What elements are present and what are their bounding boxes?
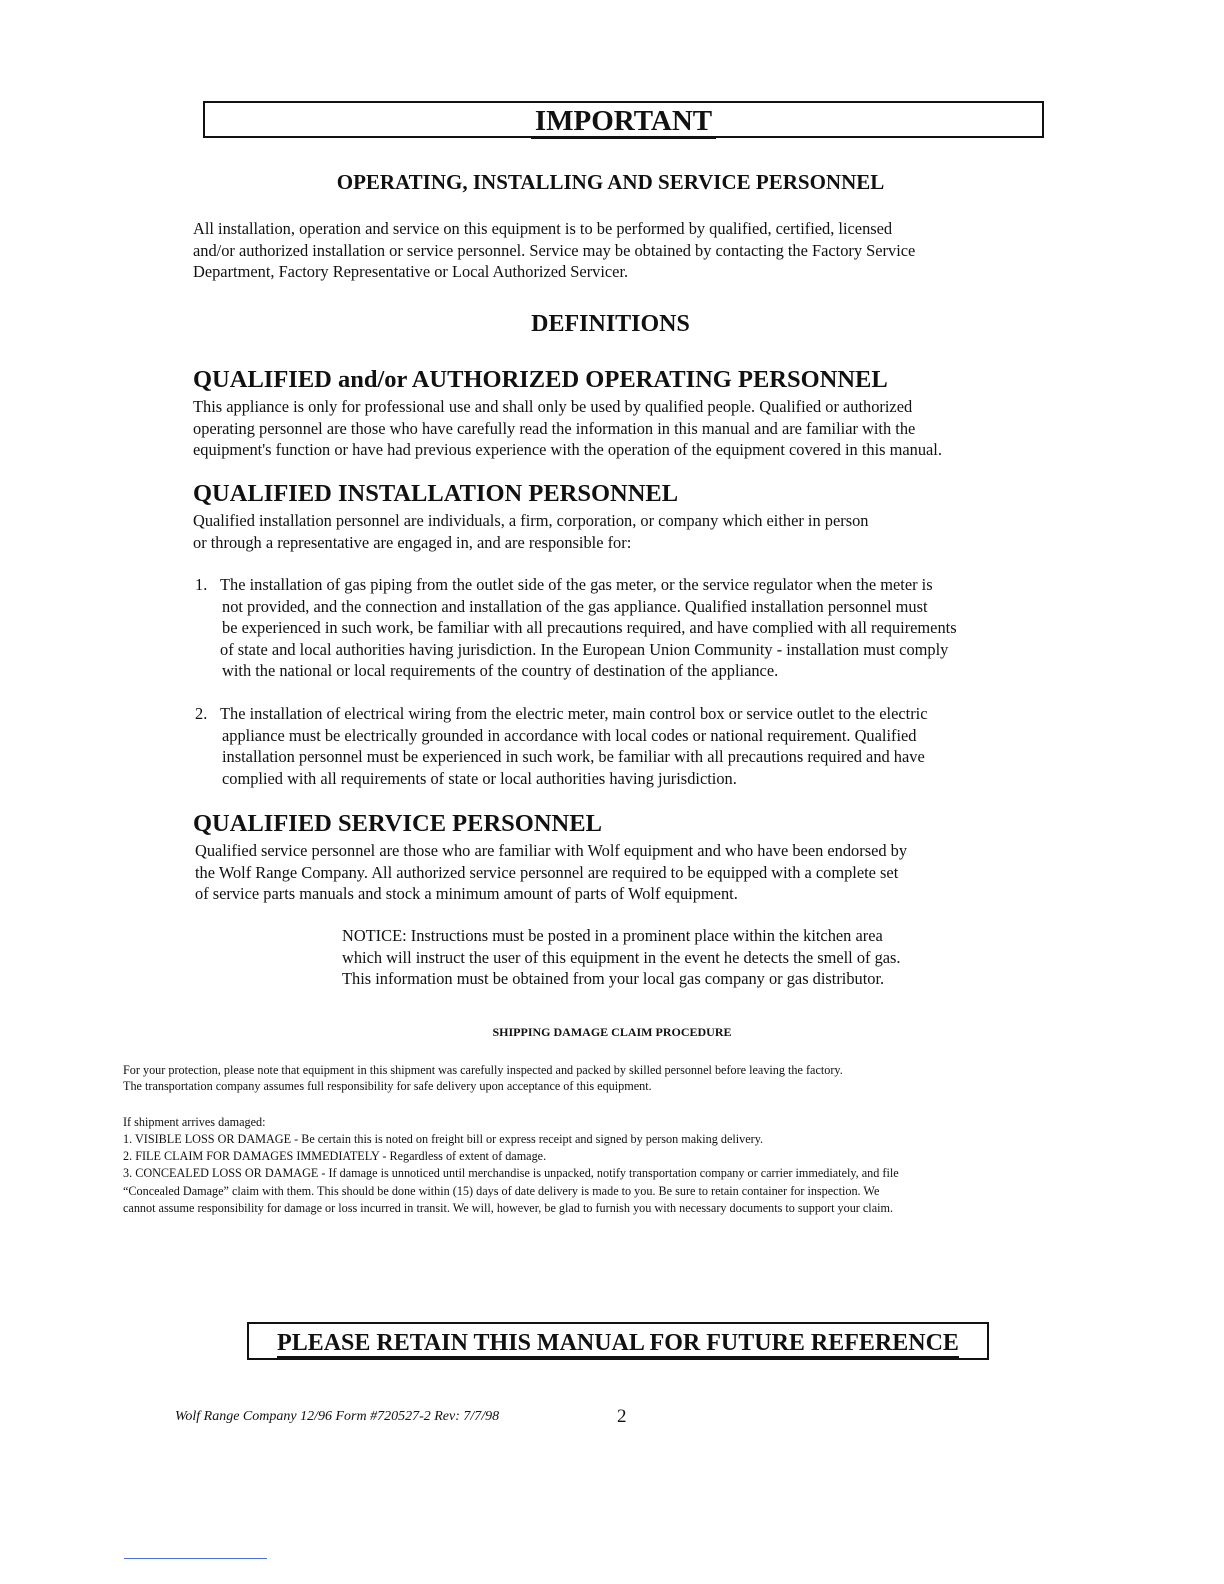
shipping-intro: For your protection, please note that equipment in this shipment was carefully inspected and packed by skilled personnel before leaving the factory. The transportation company assumes full responsibility for safe delivery upon acceptance of this equipment.	[123, 1063, 843, 1093]
qual-service-heading: QUALIFIED SERVICE PERSONNEL	[193, 810, 602, 837]
definitions-heading: DEFINITIONS	[531, 311, 690, 337]
qual-service-paragraph: Qualified service personnel are those who are familiar with Wolf equipment and who have been endorsed by the Wolf Range Company. All authorized service personnel are required to be equipped with a complete set of service parts manuals and stock a minimum amount of parts of Wolf equipment.	[195, 841, 908, 903]
qual-installation-heading: QUALIFIED INSTALLATION PERSONNEL	[193, 480, 679, 507]
shipping-if-damaged: If shipment arrives damaged:	[123, 1115, 266, 1129]
list-item: 2. The installation of electrical wiring from the electric meter, main control box or service outlet to the electric appliance must be electrically grounded in accordance with local codes or national requirement. Qualified installation personnel must be experienced in such work, be familiar with all precautions required and have complied with all requirements of state or local authorities having jurisdiction.	[195, 704, 928, 788]
page-number: 2	[617, 1406, 627, 1427]
shipping-title: SHIPPING DAMAGE CLAIM PROCEDURE	[492, 1025, 732, 1039]
retain-title: PLEASE RETAIN THIS MANUAL FOR FUTURE REFERENCE	[277, 1330, 959, 1356]
qual-installation-paragraph: Qualified installation personnel are individuals, a firm, corporation, or company which either in person or through a representative are engaged in, and are responsible for:	[193, 511, 869, 552]
qual-operating-paragraph: This appliance is only for professional use and shall only be used by qualified people. Qualified or authorized operating personnel are those who have carefully read the information in this manual and are familiar with the equipment's function or have had previous experience with the operation of the equipment covered in this manual.	[193, 397, 942, 459]
op-paragraph: All installation, operation and service on this equipment is to be performed by qualified, certified, licensed and/or authorized installation or service personnel. Service may be obtained by contacting the Factory Service Department, Factory Representative or Local Authorized Servicer.	[193, 219, 916, 281]
notice-paragraph: NOTICE: Instructions must be posted in a prominent place within the kitchen area which will instruct the user of this equipment in the event he detects the smell of gas. This information must be obtained from your local gas company or gas distributor.	[342, 926, 901, 988]
op-heading: OPERATING, INSTALLING AND SERVICE PERSONNEL	[336, 170, 885, 194]
important-title: IMPORTANT	[203, 104, 1044, 138]
list-item: 1. The installation of gas piping from the outlet side of the gas meter, or the service regulator when the meter is not provided, and the connection and installation of the gas appliance. Qualified installation personnel must be experienced in such work, be familiar with all precautions required, and have complied with all requirements of state and local authorities having jurisdiction. In the European Union Community - installation must comply with the national or local requirements of the country of destination of the appliance.	[195, 575, 957, 680]
qual-operating-heading: QUALIFIED and/or AUTHORIZED OPERATING PERSONNEL	[193, 366, 888, 393]
shipping-items: 1. VISIBLE LOSS OR DAMAGE - Be certain this is noted on freight bill or express receipt and signed by person making delivery. 2. FILE CLAIM FOR DAMAGES IMMEDIATELY - Regardless of extent of damage. 3. CONCEALED LOSS OR DAMAGE - If damage is unnoticed until merchandise is unpacked, notify transportation company or carrier immediately, and file “Concealed Damage” claim with them. This should be done within (15) days of date delivery is made to you. Be sure to retain container for inspection. We cannot assume responsibility for damage or loss incurred in transit. We will, however, be glad to furnish you with necessary documents to support your claim.	[123, 1132, 899, 1215]
bottom-divider	[124, 1558, 267, 1559]
footer-form-info: Wolf Range Company 12/96 Form #720527-2 Rev: 7/7/98	[175, 1409, 500, 1424]
